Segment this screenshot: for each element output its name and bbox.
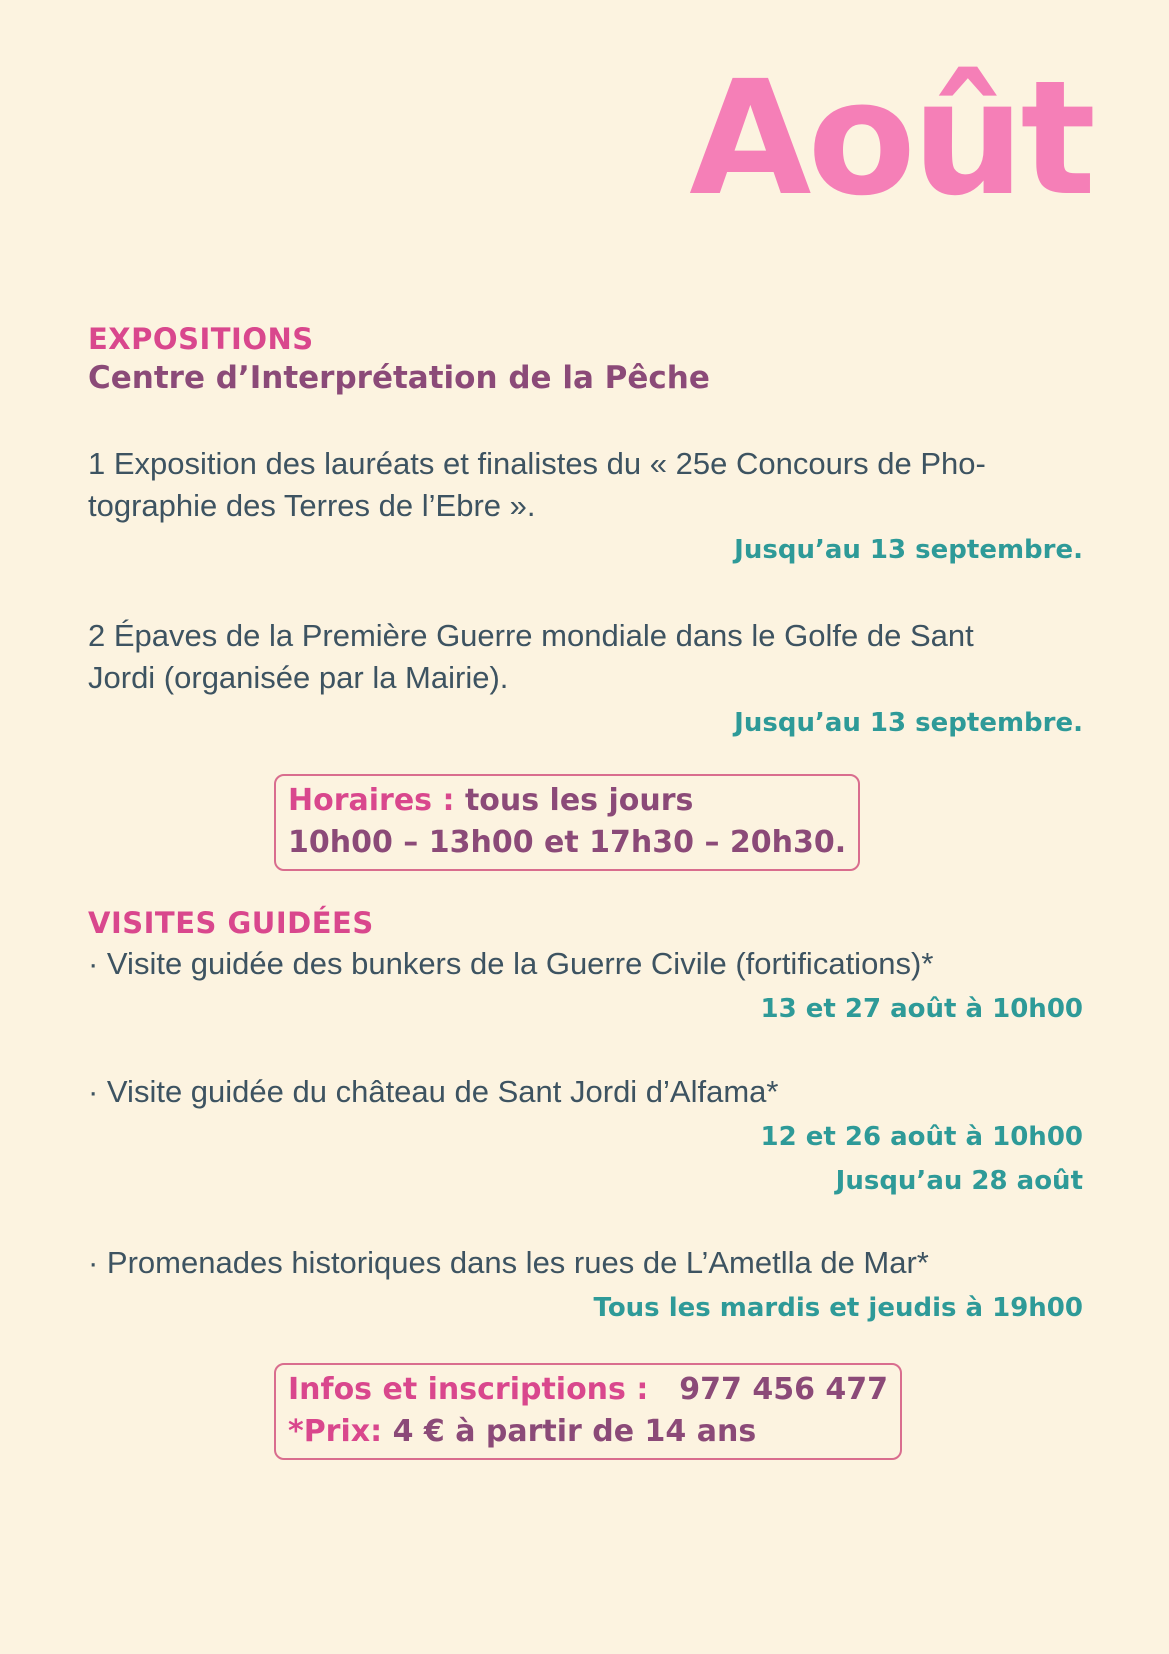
info-label: Infos et inscriptions : xyxy=(288,1372,649,1407)
visite-item-2-until: Jusqu’au 28 août xyxy=(835,1166,1083,1196)
hours-days: tous les jours xyxy=(464,783,694,818)
exposition-item-1 xyxy=(88,443,1083,527)
venue-title: Centre d’Interprétation de la Pêche xyxy=(88,360,710,396)
exposition-item-1-line1: 1 Exposition des lauréats et finalistes du « 25e Concours de Pho- xyxy=(88,446,986,481)
exposition-item-2-line1: 2 Épaves de la Première Guerre mondiale dans le Golfe de Sant xyxy=(88,618,974,653)
visite-item-3-date: Tous les mardis et jeudis à 19h00 xyxy=(593,1293,1083,1323)
month-title: Août xyxy=(689,47,1092,231)
phone-number: 977 456 477 xyxy=(679,1372,889,1407)
exposition-item-2-date: Jusqu’au 13 septembre. xyxy=(734,708,1083,738)
price-line xyxy=(288,1411,888,1453)
visite-item-1-date: 13 et 27 août à 10h00 xyxy=(760,994,1083,1024)
info-box xyxy=(274,1363,902,1460)
hours-box xyxy=(274,774,860,871)
visite-item-2-date: 12 et 26 août à 10h00 xyxy=(760,1122,1083,1152)
visite-item-3-text: · Promenades historiques dans les rues de L’Ametlla de Mar* xyxy=(88,1245,929,1280)
exposition-item-2-line2: Jordi (organisée par la Mairie). xyxy=(88,660,509,695)
visites-heading: VISITES GUIDÉES xyxy=(88,906,374,940)
price-text: 4 € à partir de 14 ans xyxy=(392,1414,757,1449)
visite-item-2-text: · Visite guidée du château de Sant Jordi d’Alfama* xyxy=(88,1074,779,1109)
exposition-item-1-date: Jusqu’au 13 septembre. xyxy=(734,535,1083,565)
expositions-heading: EXPOSITIONS xyxy=(88,322,314,356)
price-label: *Prix: xyxy=(288,1414,383,1449)
info-line1 xyxy=(288,1369,888,1411)
visite-item-1-text: · Visite guidée des bunkers de la Guerre Civile (fortifications)* xyxy=(88,946,934,981)
exposition-item-1-line2: tographie des Terres de l’Ebre ». xyxy=(88,488,536,523)
hours-line1 xyxy=(288,780,846,822)
hours-label: Horaires : xyxy=(288,783,455,818)
hours-times: 10h00 – 13h00 et 17h30 – 20h30. xyxy=(288,825,847,860)
exposition-item-2 xyxy=(88,615,1083,699)
